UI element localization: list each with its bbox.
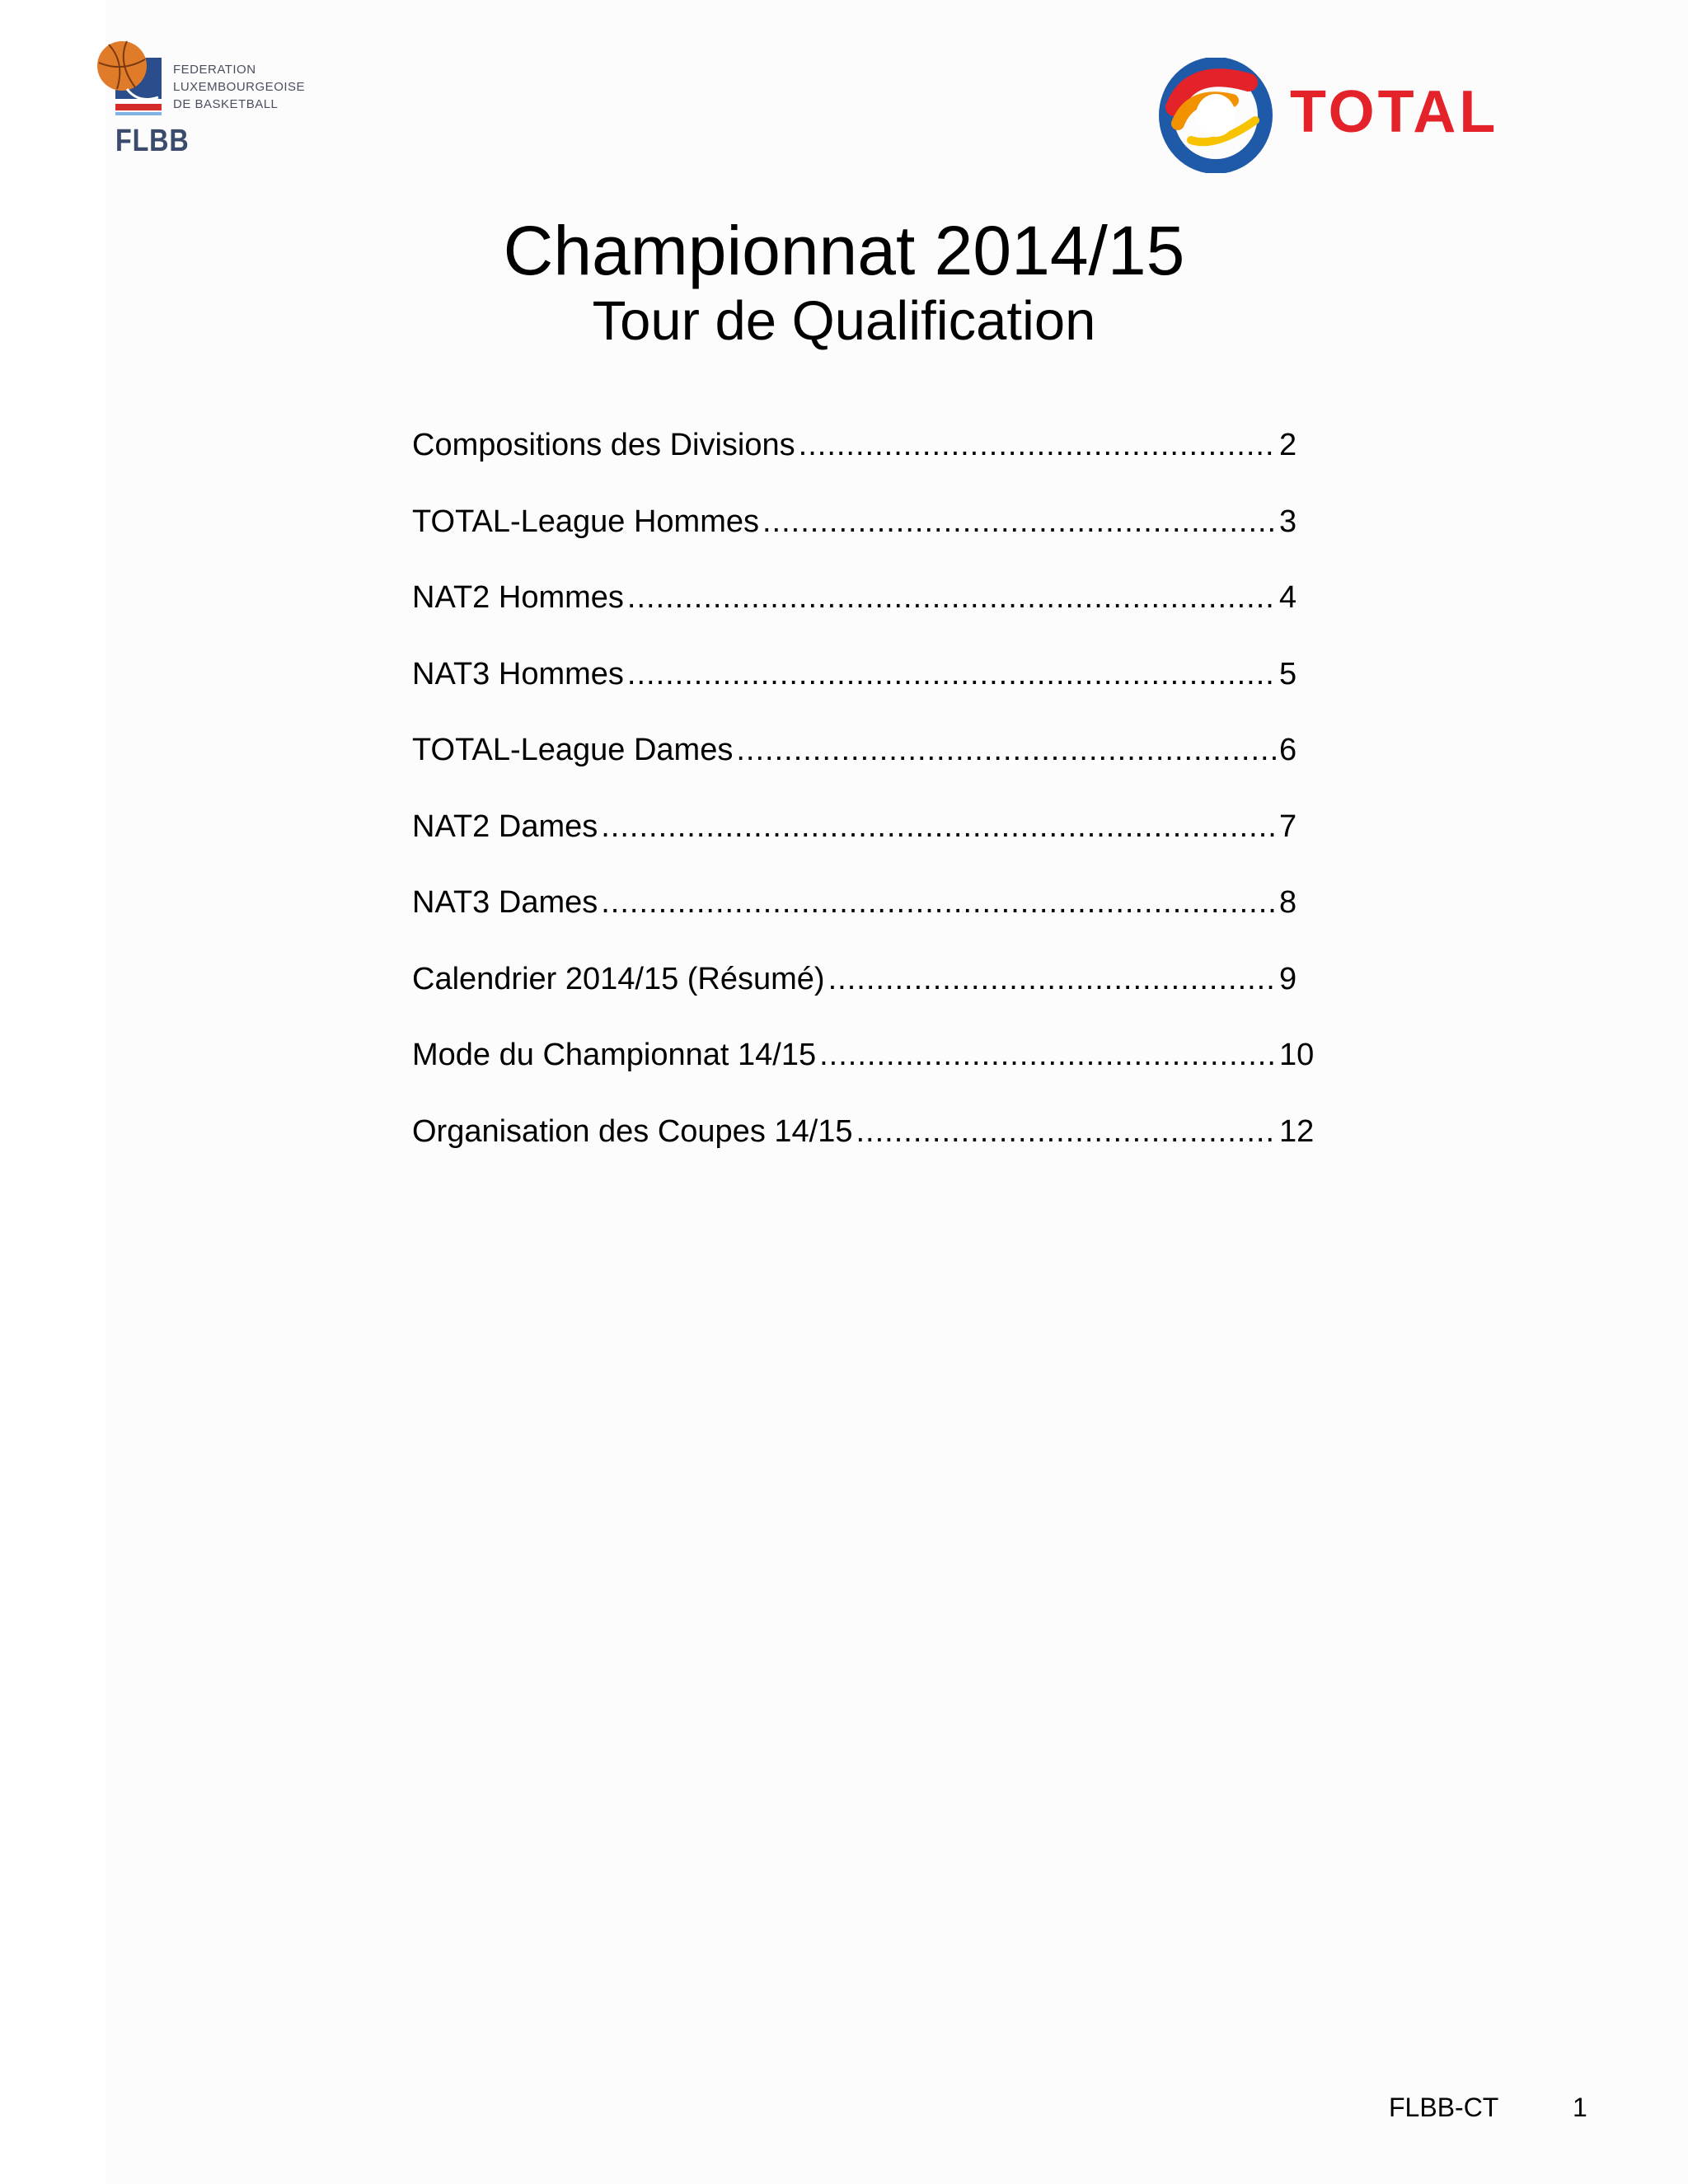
toc-entry-label: Mode du Championnat 14/15 [412,1038,817,1072]
toc-entry[interactable] [412,958,1319,1035]
toc-entry-page: 12 [1279,1113,1315,1149]
toc-leader-dots [762,501,1278,542]
toc-entry[interactable] [412,729,1319,806]
toc-leader-dots [828,958,1278,1000]
toc-entry[interactable] [412,577,1319,654]
toc-entry-page: 4 [1279,580,1297,615]
toc-entry[interactable] [412,882,1319,958]
toc-entry[interactable] [412,1034,1319,1111]
toc-entry-page: 5 [1279,656,1297,691]
flbb-abbreviation: FLBB [115,124,190,158]
total-emblem-icon [1158,58,1282,173]
toc-entry[interactable] [412,654,1319,730]
toc-entry-label: NAT2 Hommes [412,580,624,615]
table-of-contents [412,424,1319,1187]
toc-entry-label: NAT3 Hommes [412,656,624,691]
toc-entry-label: Calendrier 2014/15 (Résumé) [412,961,825,996]
footer-page-number: 1 [1573,2093,1587,2122]
toc-leader-dots [736,729,1278,771]
toc-leader-dots [601,806,1278,847]
toc-leader-dots [819,1034,1278,1076]
flbb-logo [97,38,312,170]
toc-entry-page: 7 [1279,808,1297,844]
toc-entry[interactable] [412,806,1319,883]
toc-entry-page: 9 [1279,961,1297,996]
toc-leader-dots [627,654,1278,695]
toc-entry-page: 3 [1279,504,1297,539]
toc-entry-page: 2 [1279,428,1297,462]
toc-leader-dots [799,424,1278,466]
page-subtitle: Tour de Qualification [592,290,1096,352]
toc-entry-label: NAT3 Dames [412,885,598,920]
toc-entry-page: 10 [1279,1038,1315,1072]
total-logo [1158,58,1545,173]
toc-entry[interactable] [412,501,1319,578]
total-wordmark: TOTAL [1290,79,1499,145]
toc-leader-dots [627,577,1278,618]
toc-entry-page: 6 [1279,733,1297,767]
toc-leader-dots [601,882,1278,923]
toc-entry[interactable] [412,1111,1319,1188]
flbb-line-2: LUXEMBOURGEOISE [173,80,306,94]
toc-entry-label: Compositions des Divisions [412,428,795,462]
toc-entry-label: TOTAL-League Hommes [412,504,759,539]
toc-entry[interactable] [412,424,1319,501]
toc-leader-dots [856,1111,1278,1152]
flbb-line-3: DE BASKETBALL [173,97,279,111]
toc-entry-label: TOTAL-League Dames [412,733,734,767]
flbb-name [173,61,305,113]
footer-document-code: FLBB-CT [1389,2093,1499,2122]
page-title: Championnat 2014/15 [503,212,1185,289]
toc-entry-label: NAT2 Dames [412,808,598,844]
flbb-line-1: FEDERATION [173,63,256,77]
toc-entry-page: 8 [1279,885,1297,920]
toc-entry-label: Organisation des Coupes 14/15 [412,1113,853,1149]
